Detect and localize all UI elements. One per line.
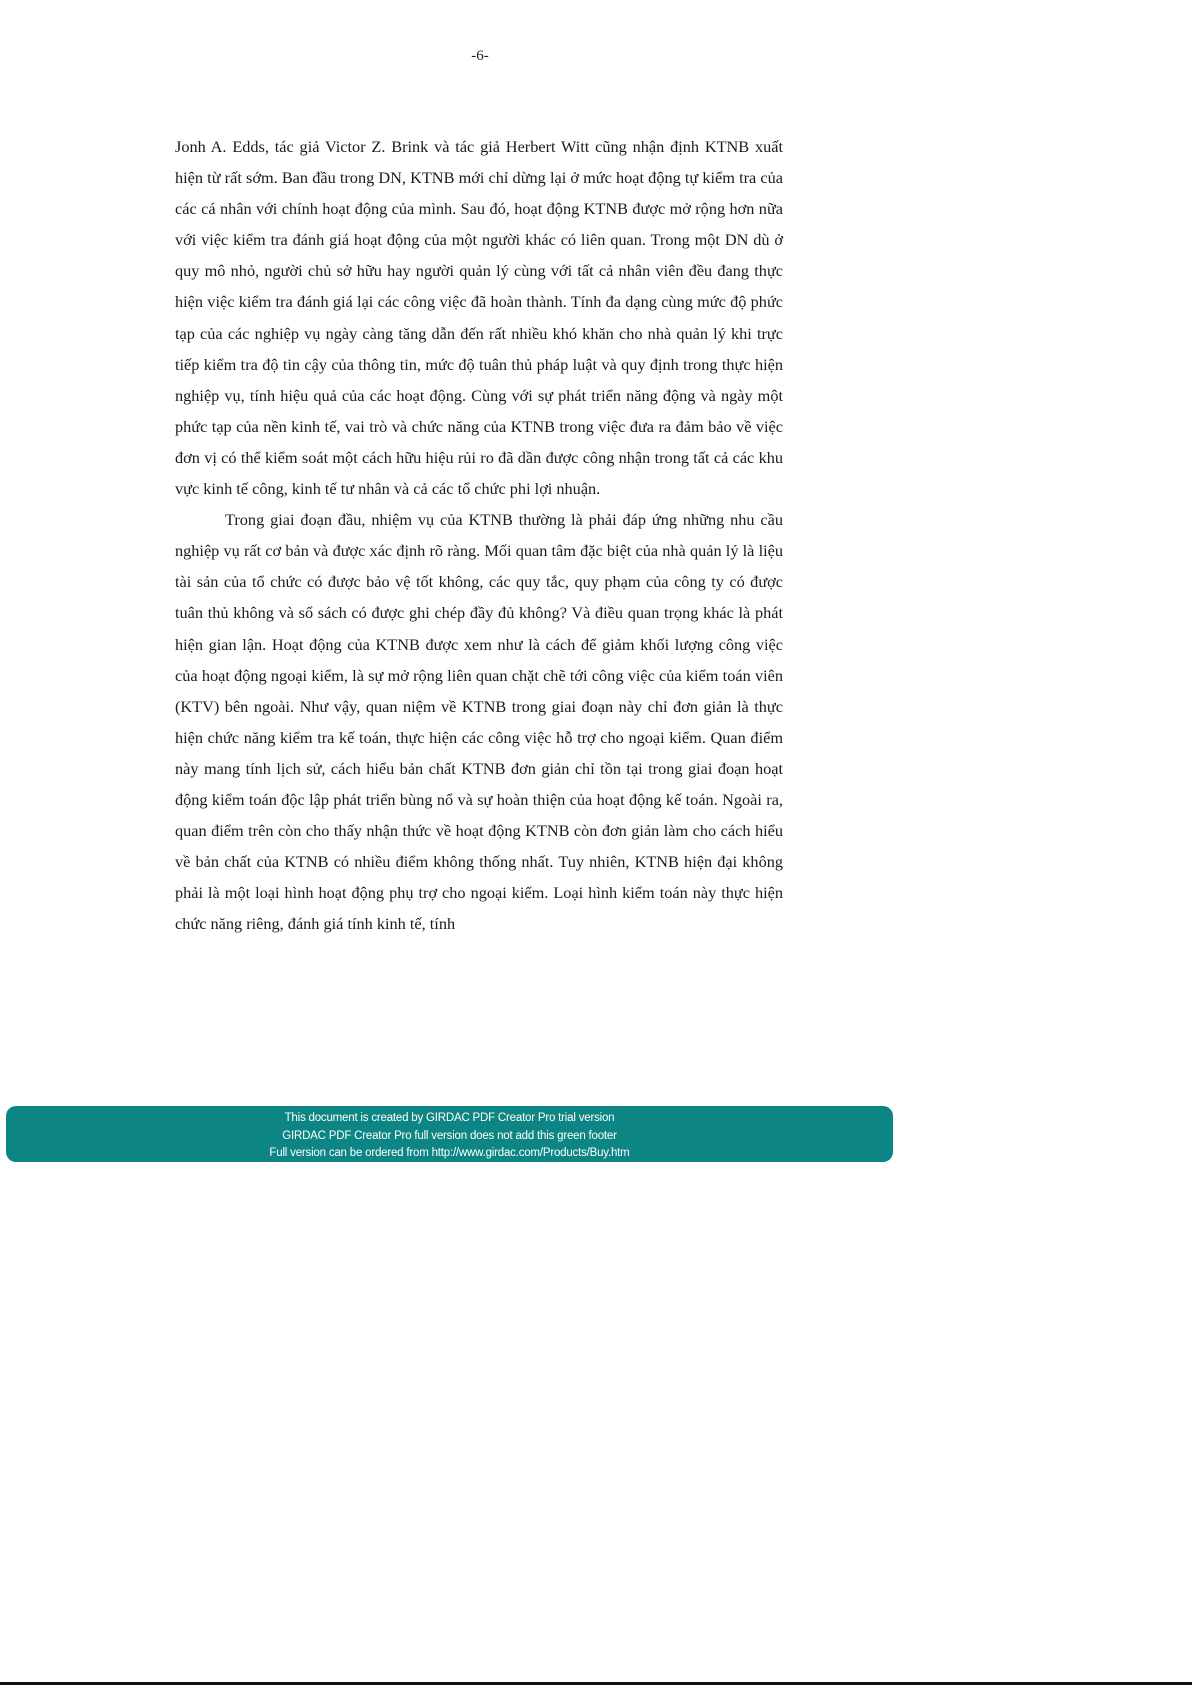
footer-line-1: This document is created by GIRDAC PDF Creator Pro trial version bbox=[284, 1112, 615, 1124]
paragraph-2: Trong giai đoạn đầu, nhiệm vụ của KTNB thường là phải đáp ứng những nhu cầu nghiệp vụ rất cơ bản và được xác định rõ ràng. Mối quan tâm đặc biệt của nhà quản lý là liệu tài sản của tổ chức có được bảo vệ tốt không, các quy tắc, quy phạm của công ty có được tuân thủ không và sổ sách có được ghi chép đầy đủ không? Và điều quan trọng khác là phát hiện gian lận. Hoạt động của KTNB được xem như là cách để giảm khối lượng công việc của hoạt động ngoại kiểm, là sự mở rộng liên quan chặt chẽ tới công việc của kiểm toán viên (KTV) bên ngoài. Như vậy, quan niệm về KTNB trong giai đoạn này chỉ đơn giản là thực hiện chức năng kiểm tra kế toán, thực hiện các công việc hỗ trợ cho ngoại kiểm. Quan điểm này mang tính lịch sử, cách hiểu bản chất KTNB đơn giản chỉ tồn tại trong giai đoạn hoạt động kiểm toán độc lập phát triển bùng nổ và sự hoàn thiện của hoạt động kế toán. Ngoài ra, quan điểm trên còn cho thấy nhận thức về hoạt động KTNB còn đơn giản làm cho cách hiểu về bản chất của KTNB có nhiều điểm không thống nhất. Tuy nhiên, KTNB hiện đại không phải là một loại hình hoạt động phụ trợ cho ngoại kiểm. Loại hình kiểm toán này thực hiện chức năng riêng, đánh giá tính kinh tế, tính bbox=[175, 510, 783, 934]
trial-footer-banner bbox=[6, 1106, 893, 1162]
footer-line-3: Full version can be ordered from http://www.girdac.com/Products/Buy.htm bbox=[269, 1147, 630, 1159]
body-text bbox=[175, 131, 783, 939]
paragraph-1: Jonh A. Edds, tác giả Victor Z. Brink và tác giả Herbert Witt cũng nhận định KTNB xuất hiện từ rất sớm. Ban đầu trong DN, KTNB mới chỉ dừng lại ở mức hoạt động tự kiểm tra của các cá nhân với chính hoạt động của mình. Sau đó, hoạt động KTNB được mở rộng hơn nữa với việc kiểm tra đánh giá hoạt động của một người khác có liên quan. Trong một DN dù ở quy mô nhỏ, người chủ sở hữu hay người quản lý cùng với tất cả nhân viên đều đang thực hiện việc kiểm tra đánh giá lại các công việc đã hoàn thành. Tính đa dạng cùng mức độ phức tạp của các nghiệp vụ ngày càng tăng dẫn đến rất nhiều khó khăn cho nhà quản lý khi trực tiếp kiểm tra độ tin cậy của thông tin, mức độ tuân thủ pháp luật và quy định trong thực hiện nghiệp vụ, tính hiệu quả của các hoạt động. Cùng với sự phát triển năng động và ngày một phức tạp của nền kinh tế, vai trò và chức năng của KTNB trong việc đưa ra đảm bảo về việc đơn vị có thể kiểm soát một cách hữu hiệu rủi ro đã dần được công nhận trong tất cả các khu vực kinh tế công, kinh tế tư nhân và cả các tổ chức phi lợi nhuận. bbox=[175, 137, 783, 499]
page-number: -6- bbox=[471, 48, 489, 64]
footer-line-2: GIRDAC PDF Creator Pro full version does not add this green footer bbox=[282, 1129, 617, 1142]
